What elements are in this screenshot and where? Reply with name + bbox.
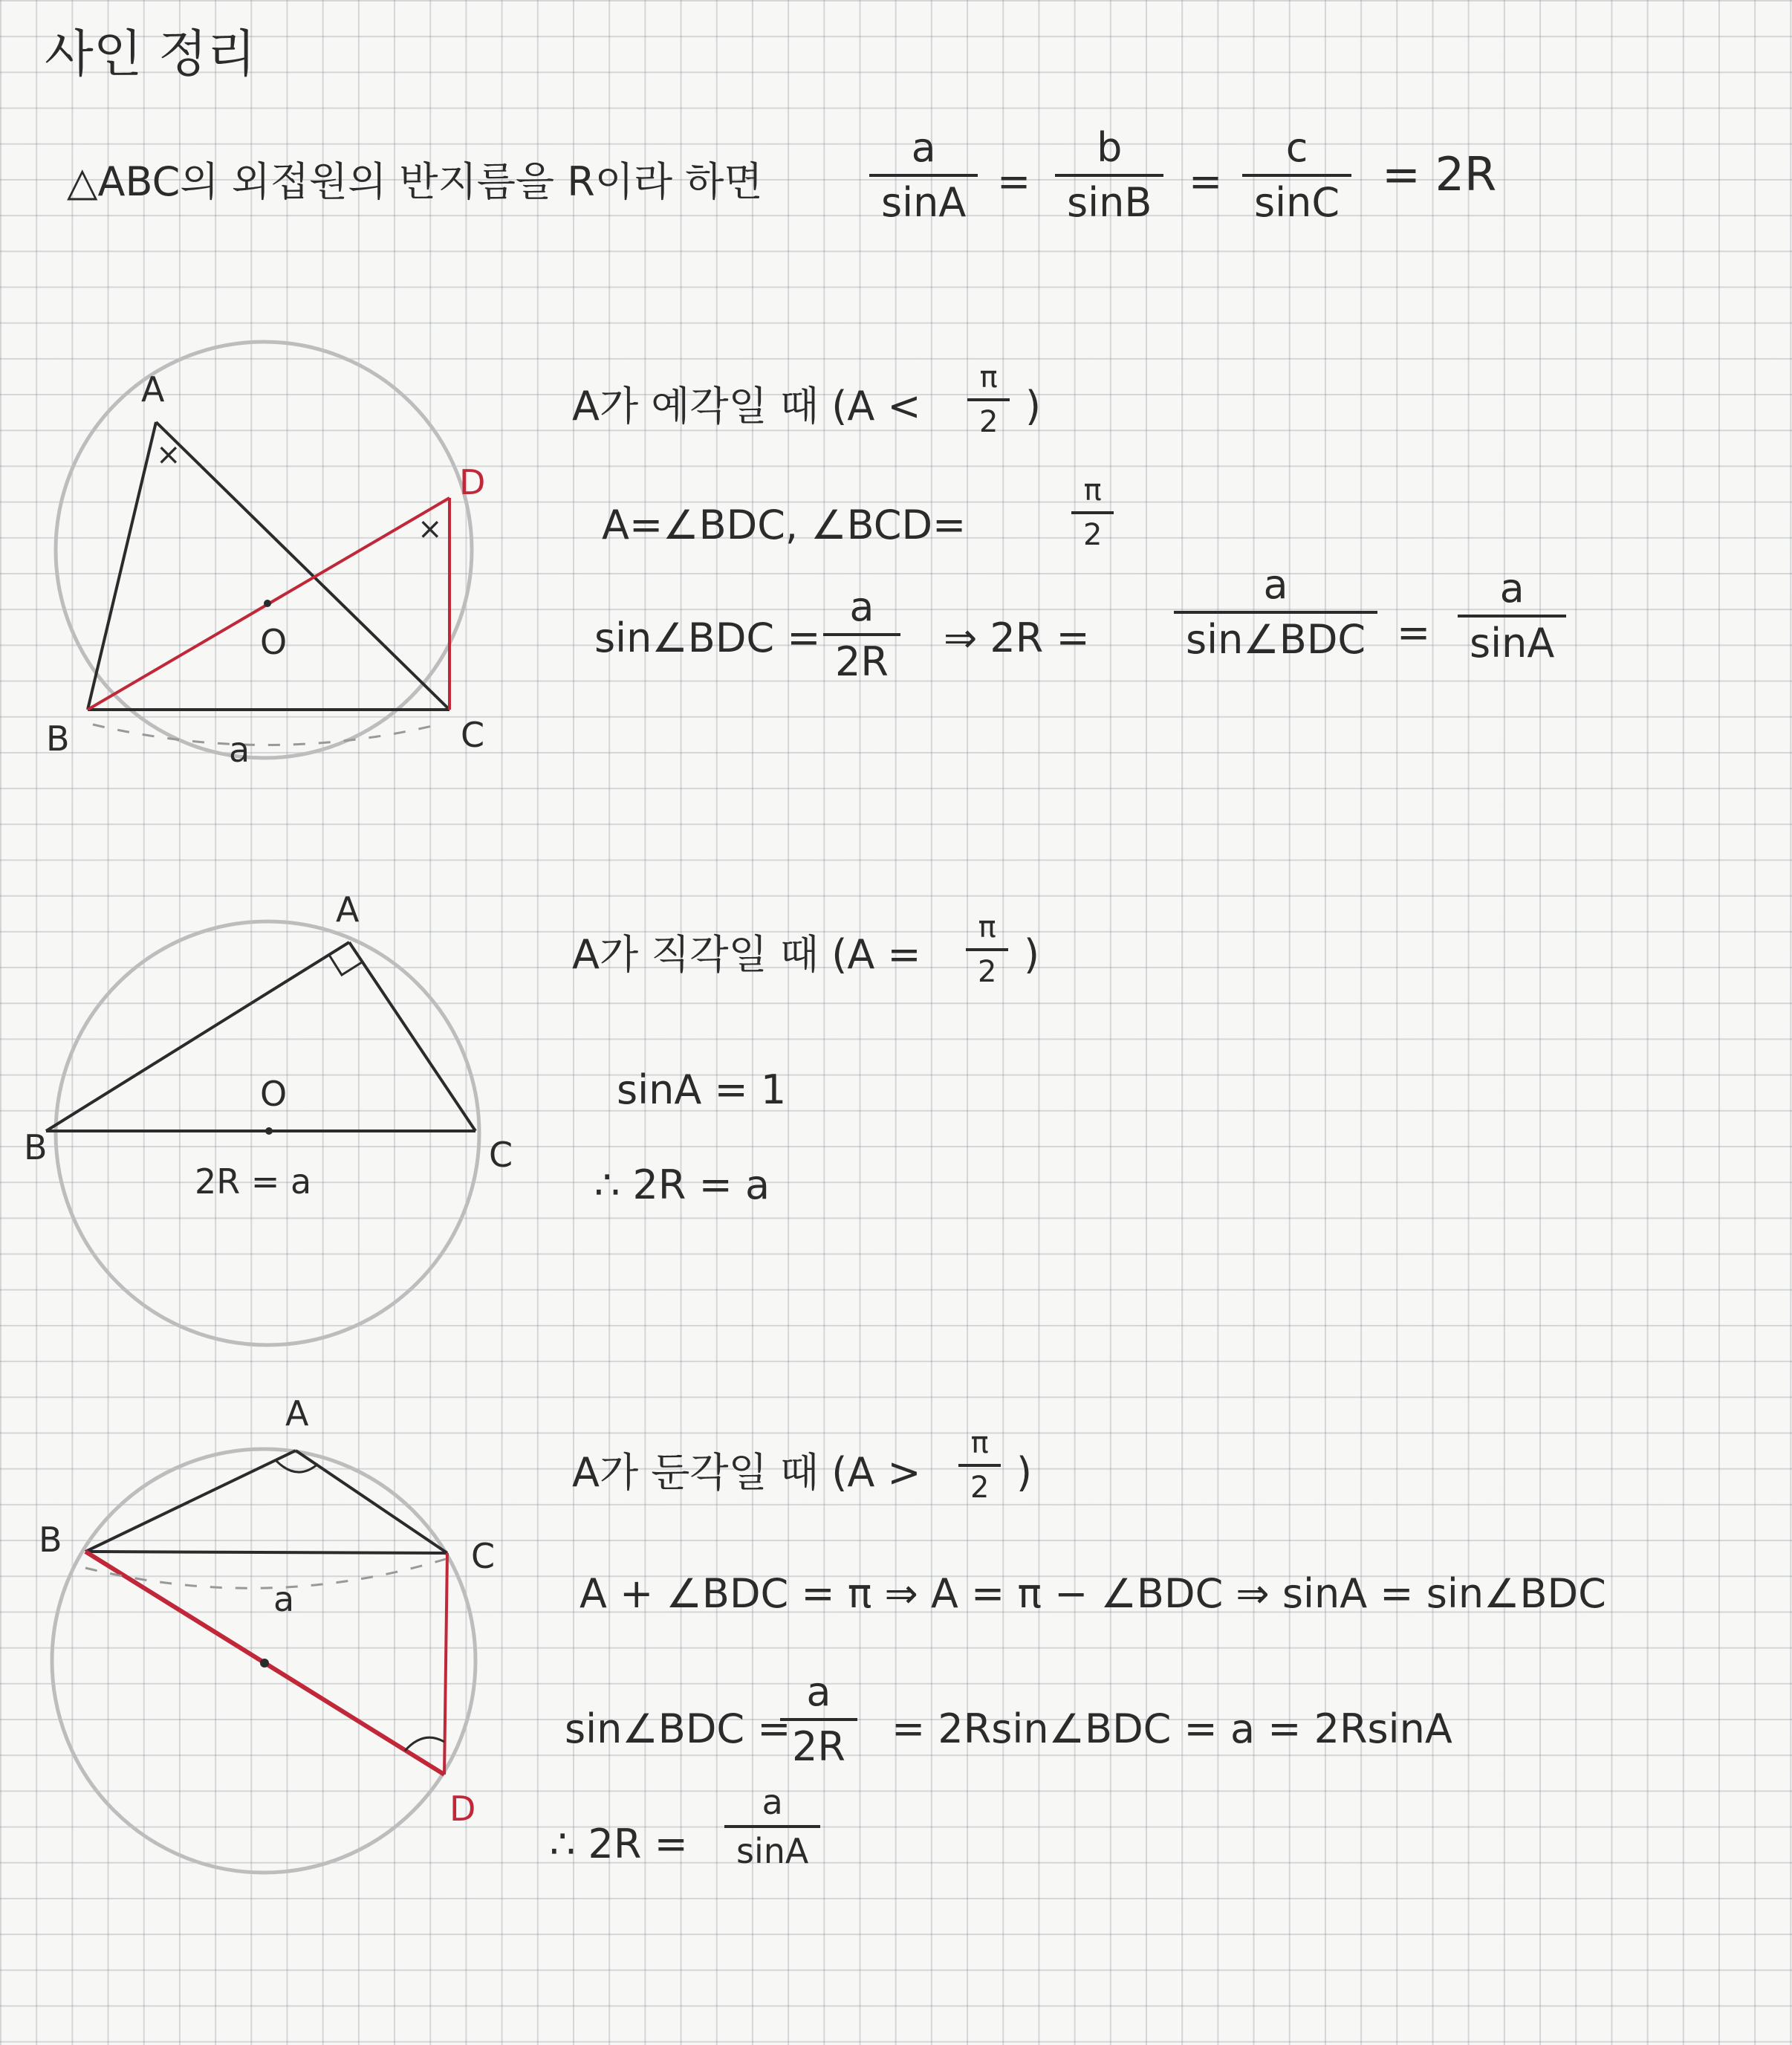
fraction-numerator: b: [1097, 124, 1123, 171]
case3-fraction-a-2r: [780, 1668, 857, 1770]
equals-sign: =: [1397, 609, 1431, 656]
fraction-numerator: c: [1285, 124, 1308, 171]
label-c-vertex: C: [461, 715, 485, 755]
fraction-denominator: 2R: [823, 633, 900, 682]
label-d-vertex: D: [459, 462, 486, 502]
label-b-vertex: B: [24, 1127, 48, 1167]
diagram-obtuse: [39, 1393, 495, 1873]
fraction-denominator: sinC: [1242, 174, 1351, 223]
case3-heading: A가 둔각일 때 (A >: [572, 1449, 921, 1496]
diagram-right: [24, 889, 513, 1345]
center-point: [265, 1127, 273, 1135]
case3-line1: A + ∠BDC = π ⇒ A = π − ∠BDC ⇒ sinA = sin∠BDC: [580, 1570, 1606, 1617]
angle-mark-d: ×: [418, 512, 443, 546]
label-b-vertex: B: [46, 719, 70, 759]
case2-line1: sinA = 1: [617, 1066, 787, 1113]
center-point: [264, 600, 271, 607]
fraction-denominator: sinA: [869, 174, 978, 223]
equals-sign: =: [1189, 158, 1223, 205]
fraction-numerator: π: [1083, 473, 1102, 508]
label-a-vertex: A: [285, 1393, 309, 1433]
case1-fraction-sinbdc: [1174, 561, 1377, 663]
label-center: O: [260, 622, 288, 662]
case1-line2-mid: ⇒ 2R =: [944, 615, 1090, 661]
fraction-denominator: 2: [1071, 511, 1114, 550]
label-d-vertex: D: [449, 1789, 476, 1829]
case2-line2: ∴ 2R = a: [594, 1161, 770, 1208]
case1-fraction-sina: [1458, 565, 1566, 667]
side-cd: [444, 1553, 447, 1775]
fraction-denominator: 2: [967, 398, 1010, 437]
arc-dashed: [93, 725, 438, 745]
case1-heading: A가 예각일 때 (A <: [572, 383, 921, 430]
case1-line2-left: sin∠BDC =: [594, 615, 821, 661]
center-point: [260, 1659, 269, 1668]
label-c-vertex: C: [471, 1536, 496, 1576]
label-diameter: 2R = a: [195, 1161, 312, 1202]
fraction-numerator: a: [1263, 561, 1288, 608]
label-side-a: a: [229, 730, 250, 770]
label-b-vertex: B: [39, 1520, 62, 1560]
fraction-numerator: π: [978, 910, 996, 944]
right-angle-mark: [329, 955, 362, 975]
label-a-vertex: A: [141, 369, 165, 409]
side-ab: [85, 1451, 296, 1552]
angle-mark-a: ×: [156, 438, 181, 472]
case3-line3-left: ∴ 2R =: [550, 1821, 688, 1867]
side-ac: [156, 422, 449, 710]
fraction-denominator: 2: [966, 948, 1008, 987]
side-ab: [88, 422, 156, 710]
fraction-denominator: sinB: [1055, 174, 1163, 223]
side-ac: [296, 1451, 447, 1553]
case1-line1-pi-half: [1071, 473, 1114, 552]
side-ab: [46, 942, 349, 1131]
case3-pi-half: [958, 1428, 1001, 1503]
page-title: 사인 정리: [45, 25, 256, 84]
case3-line2-right: = 2Rsin∠BDC = a = 2RsinA: [892, 1705, 1452, 1752]
case1-line1: A=∠BDC, ∠BCD=: [602, 502, 967, 548]
case3-fraction-sina: [724, 1782, 820, 1871]
label-center: O: [260, 1074, 288, 1114]
fraction-numerator: a: [806, 1668, 831, 1715]
fraction-numerator: a: [762, 1782, 783, 1822]
case2-pi-half: [966, 910, 1008, 989]
equals-2r: = 2R: [1382, 147, 1497, 201]
side-bc: [85, 1552, 447, 1553]
fraction-denominator: sinA: [724, 1825, 820, 1868]
equals-sign: =: [997, 158, 1031, 205]
case1-fraction-a-2r: [823, 583, 900, 685]
case2-heading: A가 직각일 때 (A =: [572, 931, 921, 978]
intro-text: △ABC의 외접원의 반지름을 R이라 하면: [67, 158, 763, 205]
fraction-numerator: a: [911, 124, 936, 171]
label-a-vertex: A: [336, 889, 360, 930]
case1-close-paren: ): [1025, 383, 1042, 430]
case1-pi-half: [967, 360, 1010, 439]
circumcircle: [56, 342, 472, 758]
label-c-vertex: C: [489, 1135, 513, 1175]
fraction-denominator: sin∠BDC: [1174, 611, 1377, 660]
fraction-numerator: π: [970, 1426, 989, 1460]
case3-line2-left: sin∠BDC =: [565, 1705, 791, 1752]
label-side-a: a: [273, 1579, 295, 1619]
case3-close-paren: ): [1016, 1449, 1033, 1496]
fraction-numerator: a: [1499, 565, 1525, 612]
fraction-denominator: 2: [958, 1464, 1001, 1503]
case2-close-paren: ): [1024, 931, 1040, 978]
fraction-denominator: sinA: [1458, 615, 1566, 664]
fraction-denominator: 2R: [780, 1718, 857, 1767]
diagram-acute: [46, 342, 485, 770]
angle-arc-d: [405, 1737, 444, 1751]
fraction-numerator: a: [849, 583, 874, 630]
fraction-numerator: π: [979, 360, 998, 395]
